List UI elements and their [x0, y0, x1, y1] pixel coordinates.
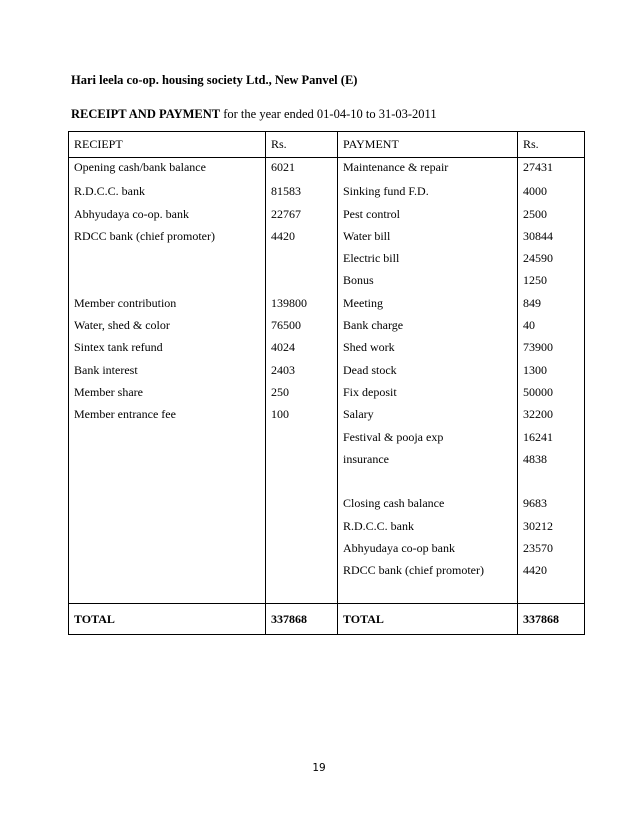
receipt-amount-cell — [266, 559, 338, 581]
receipt-amount-cell: 139800 — [266, 292, 338, 314]
receipt-cell — [69, 515, 266, 537]
receipt-amount-cell — [266, 515, 338, 537]
table-row — [69, 426, 585, 448]
payment-amount-cell — [518, 470, 585, 492]
payment-amount-cell: 16241 — [518, 426, 585, 448]
payment-amount-cell: 4420 — [518, 559, 585, 581]
column-header-payment-amount: Rs. — [518, 132, 585, 158]
receipt-amount-cell: 6021 — [266, 158, 338, 181]
table-header-row — [69, 132, 585, 158]
payment-amount-cell: 50000 — [518, 381, 585, 403]
payment-cell: Closing cash balance — [338, 492, 518, 514]
table-row — [69, 336, 585, 358]
payment-amount-cell: 1300 — [518, 359, 585, 381]
payment-cell: Bank charge — [338, 314, 518, 336]
payment-amount-cell: 73900 — [518, 336, 585, 358]
receipt-cell — [69, 426, 266, 448]
payment-amount-cell: 32200 — [518, 403, 585, 425]
receipt-cell — [69, 559, 266, 581]
payment-cell: Meeting — [338, 292, 518, 314]
receipt-cell — [69, 269, 266, 291]
receipt-cell: Water, shed & color — [69, 314, 266, 336]
table-row — [69, 247, 585, 269]
receipt-cell — [69, 470, 266, 492]
payment-cell: Pest control — [338, 203, 518, 225]
table-row — [69, 269, 585, 291]
payment-cell: Sinking fund F.D. — [338, 180, 518, 202]
table-row — [69, 515, 585, 537]
receipt-amount-cell — [266, 492, 338, 514]
receipt-amount-cell — [266, 247, 338, 269]
receipt-cell: Member share — [69, 381, 266, 403]
receipt-cell: Bank interest — [69, 359, 266, 381]
receipt-amount-cell: 22767 — [266, 203, 338, 225]
receipt-cell: Sintex tank refund — [69, 336, 266, 358]
table-row — [69, 314, 585, 336]
receipt-total-label: TOTAL — [69, 603, 266, 634]
payment-amount-cell: 30844 — [518, 225, 585, 247]
receipt-cell — [69, 537, 266, 559]
receipt-cell — [69, 448, 266, 470]
statement-title — [71, 107, 437, 122]
table-total-row — [69, 603, 585, 634]
payment-cell: Electric bill — [338, 247, 518, 269]
receipt-cell: RDCC bank (chief promoter) — [69, 225, 266, 247]
receipt-amount-cell: 4024 — [266, 336, 338, 358]
payment-cell: Bonus — [338, 269, 518, 291]
receipt-amount-cell: 81583 — [266, 180, 338, 202]
payment-cell: insurance — [338, 448, 518, 470]
table-row — [69, 448, 585, 470]
receipt-amount-cell — [266, 470, 338, 492]
table-row — [69, 559, 585, 581]
receipt-amount-cell: 76500 — [266, 314, 338, 336]
receipt-amount-cell — [266, 537, 338, 559]
receipt-total-amount: 337868 — [266, 603, 338, 634]
payment-cell — [338, 470, 518, 492]
table-row — [69, 470, 585, 492]
payment-cell: Maintenance & repair — [338, 158, 518, 181]
receipt-amount-cell — [266, 448, 338, 470]
society-title: Hari leela co-op. housing society Ltd., New Panvel (E) — [71, 73, 358, 87]
payment-cell: Festival & pooja exp — [338, 426, 518, 448]
table-row — [69, 381, 585, 403]
receipt-amount-cell: 250 — [266, 381, 338, 403]
receipt-amount-cell: 100 — [266, 403, 338, 425]
table-row — [69, 359, 585, 381]
receipt-amount-cell — [266, 426, 338, 448]
payment-cell: Shed work — [338, 336, 518, 358]
payment-amount-cell: 30212 — [518, 515, 585, 537]
payment-amount-cell: 849 — [518, 292, 585, 314]
table-row — [69, 403, 585, 425]
column-header-receipt-amount: Rs. — [266, 132, 338, 158]
table-row — [69, 225, 585, 247]
receipt-cell: Opening cash/bank balance — [69, 158, 266, 181]
receipt-cell: Member contribution — [69, 292, 266, 314]
table-row — [69, 203, 585, 225]
receipt-amount-cell — [266, 269, 338, 291]
table-row — [69, 492, 585, 514]
receipt-payment-table — [68, 131, 585, 635]
payment-cell: Dead stock — [338, 359, 518, 381]
payment-amount-cell: 4000 — [518, 180, 585, 202]
table-row — [69, 292, 585, 314]
table-spacer-row — [69, 582, 585, 604]
receipt-cell — [69, 492, 266, 514]
payment-amount-cell: 40 — [518, 314, 585, 336]
payment-cell: R.D.C.C. bank — [338, 515, 518, 537]
payment-amount-cell: 24590 — [518, 247, 585, 269]
table-row — [69, 180, 585, 202]
payment-amount-cell: 1250 — [518, 269, 585, 291]
payment-cell: Abhyudaya co-op bank — [338, 537, 518, 559]
statement-title-bold: RECEIPT AND PAYMENT — [71, 107, 221, 121]
table-row — [69, 537, 585, 559]
receipt-amount-cell: 2403 — [266, 359, 338, 381]
receipt-cell: Member entrance fee — [69, 403, 266, 425]
statement-title-period: for the year ended 01-04-10 to 31-03-2011 — [220, 107, 437, 121]
payment-amount-cell: 23570 — [518, 537, 585, 559]
payment-amount-cell: 27431 — [518, 158, 585, 181]
payment-amount-cell: 4838 — [518, 448, 585, 470]
table-row — [69, 158, 585, 181]
column-header-payment: PAYMENT — [338, 132, 518, 158]
payment-cell: Water bill — [338, 225, 518, 247]
payment-cell: Salary — [338, 403, 518, 425]
receipt-cell: R.D.C.C. bank — [69, 180, 266, 202]
payment-amount-cell: 2500 — [518, 203, 585, 225]
receipt-cell: Abhyudaya co-op. bank — [69, 203, 266, 225]
payment-total-label: TOTAL — [338, 603, 518, 634]
receipt-cell — [69, 247, 266, 269]
receipt-amount-cell: 4420 — [266, 225, 338, 247]
payment-total-amount: 337868 — [518, 603, 585, 634]
payment-cell: Fix deposit — [338, 381, 518, 403]
payment-cell: RDCC bank (chief promoter) — [338, 559, 518, 581]
page-number: 19 — [312, 762, 326, 774]
payment-amount-cell: 9683 — [518, 492, 585, 514]
column-header-receipt: RECIEPT — [69, 132, 266, 158]
